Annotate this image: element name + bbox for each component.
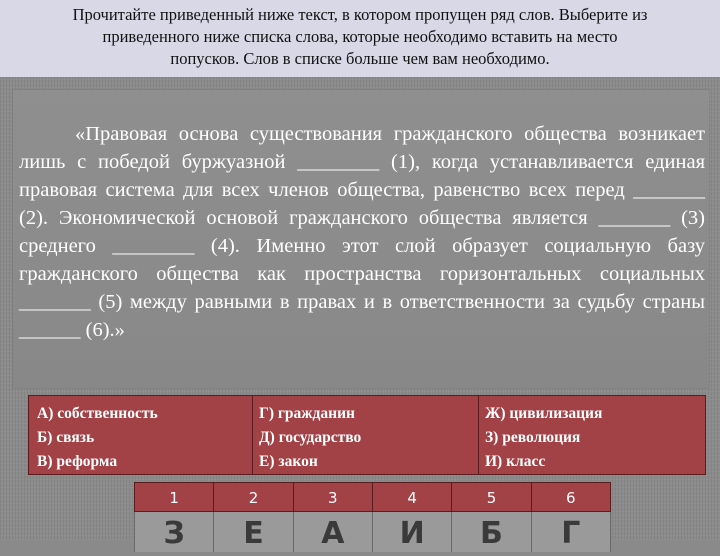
option-item: Б) связь	[37, 429, 95, 446]
option-item: А) собственность	[37, 405, 158, 422]
options-table	[28, 395, 706, 475]
option-item: И) класс	[485, 453, 546, 470]
instruction-banner	[0, 0, 720, 77]
answer-letter: Б	[452, 512, 531, 552]
answer-letter: Е	[214, 512, 293, 552]
instruction-line-2: приведенного ниже списка слова, которые необходимо вставить на место	[102, 27, 618, 46]
answer-number: 1	[134, 482, 214, 512]
answer-number: 2	[214, 482, 293, 512]
answer-letter-row	[134, 512, 611, 552]
option-item: В) реформа	[37, 453, 118, 470]
option-item: Е) закон	[259, 453, 318, 470]
answer-letter: З	[134, 512, 214, 552]
passage-box	[13, 90, 709, 388]
answer-number: 4	[373, 482, 452, 512]
options-column-3	[479, 396, 705, 474]
answer-number-row	[134, 482, 611, 512]
options-column-1	[29, 396, 253, 474]
options-column-2	[253, 396, 479, 474]
passage-text: «Правовая основа существования гражданского общества возникает лишь с победой буржуазной ________ (1), когда устанавливается единая правовая система для всех членов общества, равенство всех перед _______ (2). Экономической основой гражданского общества является _______ (3) среднего ________ (4). Именно этот слой образует социальную базу гражданского общества как пространства горизонтальных социальных _______ (5) между равными в правах и в ответственности за судьбу страны ______ (6).»	[19, 123, 705, 341]
answer-number: 5	[452, 482, 531, 512]
instruction-line-1: Прочитайте приведенный ниже текст, в котором пропущен ряд слов. Выберите из	[72, 5, 648, 24]
option-item: З) революция	[485, 429, 581, 446]
option-item: Д) государство	[259, 429, 362, 446]
answer-number: 3	[294, 482, 373, 512]
instruction-line-3: попусков. Слов в списке больше чем вам необходимо.	[170, 49, 550, 68]
answer-table	[134, 482, 611, 552]
option-item: Г) гражданин	[259, 405, 355, 422]
option-item: Ж) цивилизация	[485, 405, 603, 422]
answer-number: 6	[532, 482, 611, 512]
answer-letter: А	[294, 512, 373, 552]
answer-letter: Г	[532, 512, 611, 552]
answer-letter: И	[373, 512, 452, 552]
